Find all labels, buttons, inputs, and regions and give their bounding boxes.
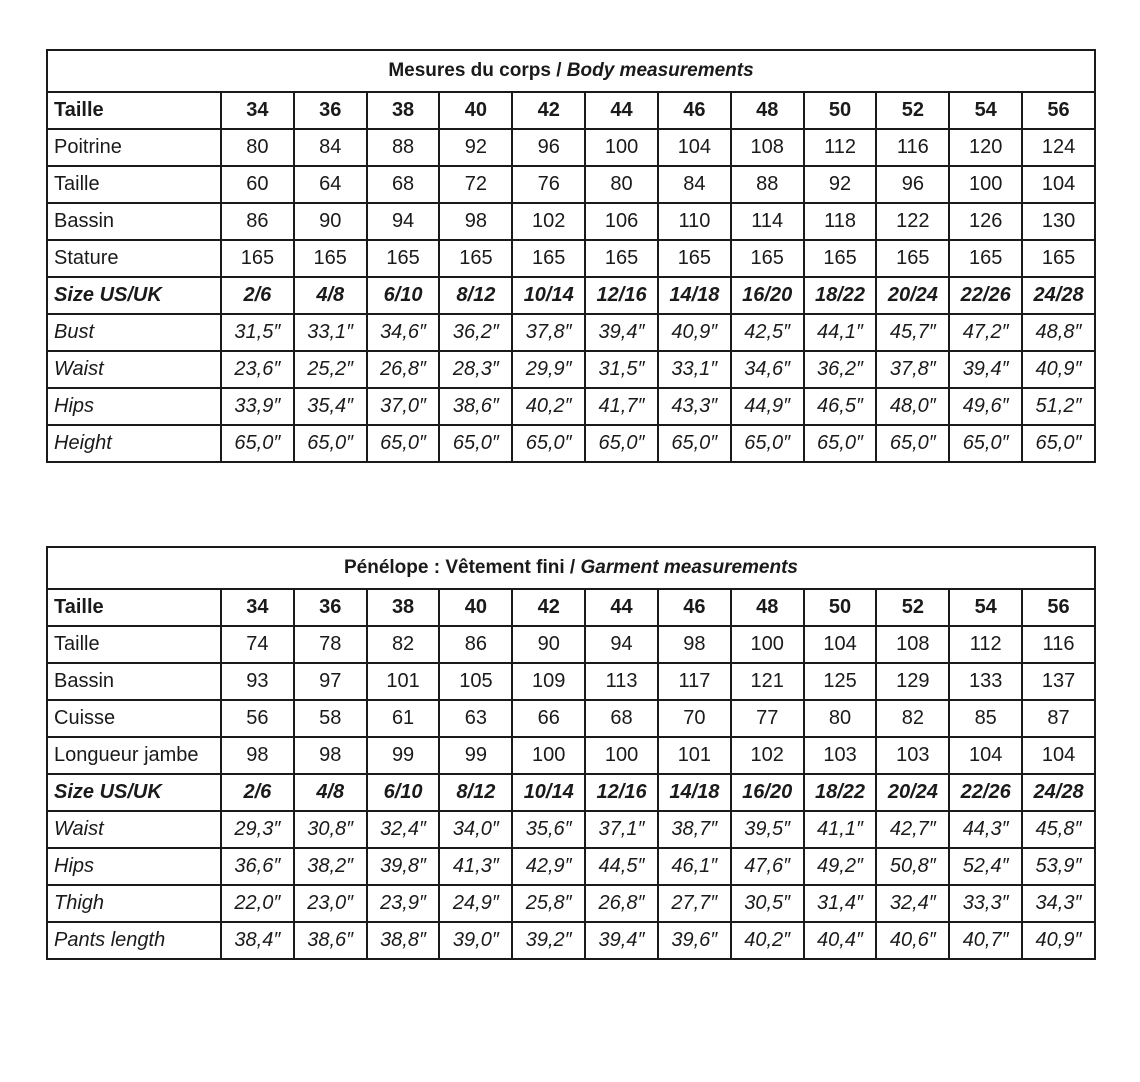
table-cell: 54 bbox=[949, 589, 1022, 626]
table-cell: 18/22 bbox=[804, 277, 877, 314]
table-cell: 32,4″ bbox=[367, 811, 440, 848]
table-cell: 30,5″ bbox=[731, 885, 804, 922]
table-cell: 26,8″ bbox=[367, 351, 440, 388]
table-cell: 45,8″ bbox=[1022, 811, 1095, 848]
table-cell: 32,4″ bbox=[876, 885, 949, 922]
table-cell: 165 bbox=[367, 240, 440, 277]
table-cell: 165 bbox=[949, 240, 1022, 277]
table-cell: 14/18 bbox=[658, 277, 731, 314]
table-cell: 103 bbox=[804, 737, 877, 774]
table-cell: 98 bbox=[439, 203, 512, 240]
table-cell: 165 bbox=[804, 240, 877, 277]
table-cell: 38,4″ bbox=[221, 922, 294, 959]
table-row bbox=[47, 240, 1095, 277]
table-cell: 20/24 bbox=[876, 277, 949, 314]
table-row bbox=[47, 626, 1095, 663]
table-cell: 165 bbox=[658, 240, 731, 277]
table-cell: 10/14 bbox=[512, 277, 585, 314]
table-cell: 42,7″ bbox=[876, 811, 949, 848]
table-cell: 68 bbox=[585, 700, 658, 737]
table-cell: 125 bbox=[804, 663, 877, 700]
table-cell: 60 bbox=[221, 166, 294, 203]
table-row bbox=[47, 351, 1095, 388]
table-cell: 99 bbox=[367, 737, 440, 774]
table-cell: 46 bbox=[658, 92, 731, 129]
table-cell: 37,8″ bbox=[512, 314, 585, 351]
title-fr: Pénélope : Vêtement fini / bbox=[343, 557, 581, 578]
table-cell: 39,8″ bbox=[367, 848, 440, 885]
row-label: Pants length bbox=[47, 922, 221, 959]
table-row bbox=[47, 663, 1095, 700]
table-cell: 100 bbox=[949, 166, 1022, 203]
row-label: Bust bbox=[47, 314, 221, 351]
table-cell: 85 bbox=[949, 700, 1022, 737]
table-cell: 48,0″ bbox=[876, 388, 949, 425]
table-cell: 102 bbox=[731, 737, 804, 774]
table-cell: 65,0″ bbox=[367, 425, 440, 462]
table-cell: 52 bbox=[876, 92, 949, 129]
table-cell: 38,6″ bbox=[294, 922, 367, 959]
table-row bbox=[47, 589, 1095, 626]
table-cell: 104 bbox=[804, 626, 877, 663]
table-cell: 65,0″ bbox=[585, 425, 658, 462]
garment-measurements-table bbox=[46, 546, 1096, 960]
table-row bbox=[47, 425, 1095, 462]
title-en: Body measurements bbox=[566, 60, 754, 81]
table-cell: 137 bbox=[1022, 663, 1095, 700]
table-cell: 34 bbox=[221, 589, 294, 626]
table-cell: 44 bbox=[585, 589, 658, 626]
table-cell: 133 bbox=[949, 663, 1022, 700]
row-label: Bassin bbox=[47, 663, 221, 700]
table-cell: 43,3″ bbox=[658, 388, 731, 425]
table-cell: 90 bbox=[512, 626, 585, 663]
table-cell: 10/14 bbox=[512, 774, 585, 811]
table-cell: 30,8″ bbox=[294, 811, 367, 848]
table-title-row bbox=[47, 50, 1095, 92]
table-cell: 34,6″ bbox=[367, 314, 440, 351]
table-cell: 124 bbox=[1022, 129, 1095, 166]
table-cell: 120 bbox=[949, 129, 1022, 166]
table-cell: 102 bbox=[512, 203, 585, 240]
table-cell: 122 bbox=[876, 203, 949, 240]
table-cell: 36 bbox=[294, 589, 367, 626]
table-cell: 104 bbox=[1022, 166, 1095, 203]
table-cell: 38 bbox=[367, 589, 440, 626]
table-cell: 80 bbox=[804, 700, 877, 737]
row-label: Taille bbox=[47, 92, 221, 129]
table-row bbox=[47, 848, 1095, 885]
table-cell: 38,7″ bbox=[658, 811, 731, 848]
table-cell: 29,3″ bbox=[221, 811, 294, 848]
table-row bbox=[47, 166, 1095, 203]
table-cell: 37,0″ bbox=[367, 388, 440, 425]
table-cell: 65,0″ bbox=[512, 425, 585, 462]
table-cell: 82 bbox=[876, 700, 949, 737]
table-cell: 22,0″ bbox=[221, 885, 294, 922]
table-cell: 23,0″ bbox=[294, 885, 367, 922]
table-cell: 56 bbox=[221, 700, 294, 737]
table-cell: 26,8″ bbox=[585, 885, 658, 922]
table-cell: 33,9″ bbox=[221, 388, 294, 425]
table-cell: 80 bbox=[585, 166, 658, 203]
table-cell: 104 bbox=[949, 737, 1022, 774]
table-row bbox=[47, 92, 1095, 129]
table-cell: 40,4″ bbox=[804, 922, 877, 959]
table-cell: 99 bbox=[439, 737, 512, 774]
table-cell: 52,4″ bbox=[949, 848, 1022, 885]
table-cell: 33,3″ bbox=[949, 885, 1022, 922]
table-cell: 45,7″ bbox=[876, 314, 949, 351]
table-row bbox=[47, 203, 1095, 240]
table-cell: 31,5″ bbox=[585, 351, 658, 388]
table-cell: 51,2″ bbox=[1022, 388, 1095, 425]
table-cell: 44,5″ bbox=[585, 848, 658, 885]
table-cell: 104 bbox=[1022, 737, 1095, 774]
table-cell: 68 bbox=[367, 166, 440, 203]
table-cell: 23,6″ bbox=[221, 351, 294, 388]
table-cell: 82 bbox=[367, 626, 440, 663]
table-cell: 40,7″ bbox=[949, 922, 1022, 959]
table-cell: 12/16 bbox=[585, 774, 658, 811]
table-cell: 37,1″ bbox=[585, 811, 658, 848]
table-cell: 25,2″ bbox=[294, 351, 367, 388]
table-cell: 118 bbox=[804, 203, 877, 240]
table-cell: 8/12 bbox=[439, 277, 512, 314]
table-cell: 165 bbox=[294, 240, 367, 277]
table-cell: 86 bbox=[439, 626, 512, 663]
table-cell: 38 bbox=[367, 92, 440, 129]
table-cell: 110 bbox=[658, 203, 731, 240]
table-cell: 90 bbox=[294, 203, 367, 240]
table-cell: 114 bbox=[731, 203, 804, 240]
table-cell: 113 bbox=[585, 663, 658, 700]
title-en: Garment measurements bbox=[580, 557, 799, 578]
table-cell: 108 bbox=[731, 129, 804, 166]
table-cell: 34,3″ bbox=[1022, 885, 1095, 922]
table-cell: 80 bbox=[221, 129, 294, 166]
table-cell: 63 bbox=[439, 700, 512, 737]
table-cell: 97 bbox=[294, 663, 367, 700]
table-cell: 25,8″ bbox=[512, 885, 585, 922]
table-cell: 40,9″ bbox=[658, 314, 731, 351]
table-cell: 48,8″ bbox=[1022, 314, 1095, 351]
table-cell: 44,3″ bbox=[949, 811, 1022, 848]
row-label: Waist bbox=[47, 351, 221, 388]
table-row bbox=[47, 885, 1095, 922]
table-cell: 116 bbox=[876, 129, 949, 166]
table-cell: 33,1″ bbox=[658, 351, 731, 388]
table-cell: 36,2″ bbox=[804, 351, 877, 388]
table-cell: 65,0″ bbox=[731, 425, 804, 462]
table-cell: 40,9″ bbox=[1022, 922, 1095, 959]
table-cell: 2/6 bbox=[221, 277, 294, 314]
table-cell: 94 bbox=[585, 626, 658, 663]
table-cell: 165 bbox=[876, 240, 949, 277]
table-cell: 40,9″ bbox=[1022, 351, 1095, 388]
table-cell: 98 bbox=[658, 626, 731, 663]
table-cell: 8/12 bbox=[439, 774, 512, 811]
table-cell: 100 bbox=[585, 737, 658, 774]
table-cell: 52 bbox=[876, 589, 949, 626]
table-cell: 106 bbox=[585, 203, 658, 240]
table-cell: 64 bbox=[294, 166, 367, 203]
table-cell: 112 bbox=[949, 626, 1022, 663]
table-cell: 165 bbox=[1022, 240, 1095, 277]
table-cell: 61 bbox=[367, 700, 440, 737]
table-cell: 65,0″ bbox=[1022, 425, 1095, 462]
table-cell: 36 bbox=[294, 92, 367, 129]
table-cell: 39,6″ bbox=[658, 922, 731, 959]
table-row bbox=[47, 129, 1095, 166]
table-cell: 20/24 bbox=[876, 774, 949, 811]
row-label: Taille bbox=[47, 626, 221, 663]
table-row bbox=[47, 922, 1095, 959]
table-cell: 50 bbox=[804, 589, 877, 626]
row-label: Stature bbox=[47, 240, 221, 277]
table-cell: 96 bbox=[512, 129, 585, 166]
table-cell: 44 bbox=[585, 92, 658, 129]
table-cell: 42,5″ bbox=[731, 314, 804, 351]
table-cell: 88 bbox=[367, 129, 440, 166]
table-cell: 24/28 bbox=[1022, 277, 1095, 314]
table-cell: 40 bbox=[439, 589, 512, 626]
table-cell: 56 bbox=[1022, 589, 1095, 626]
table-cell: 29,9″ bbox=[512, 351, 585, 388]
table-cell: 88 bbox=[731, 166, 804, 203]
table-cell: 92 bbox=[804, 166, 877, 203]
table-cell: 86 bbox=[221, 203, 294, 240]
table-cell: 28,3″ bbox=[439, 351, 512, 388]
table-cell: 12/16 bbox=[585, 277, 658, 314]
table-row bbox=[47, 774, 1095, 811]
table-row bbox=[47, 314, 1095, 351]
table-cell: 74 bbox=[221, 626, 294, 663]
table-cell: 130 bbox=[1022, 203, 1095, 240]
table-cell: 165 bbox=[439, 240, 512, 277]
row-label: Longueur jambe bbox=[47, 737, 221, 774]
table-cell: 35,6″ bbox=[512, 811, 585, 848]
table-cell: 31,5″ bbox=[221, 314, 294, 351]
table-cell: 46 bbox=[658, 589, 731, 626]
table-cell: 129 bbox=[876, 663, 949, 700]
row-label: Cuisse bbox=[47, 700, 221, 737]
table-cell: 34,6″ bbox=[731, 351, 804, 388]
table-cell: 39,4″ bbox=[585, 314, 658, 351]
table-cell: 103 bbox=[876, 737, 949, 774]
table-cell: 165 bbox=[221, 240, 294, 277]
table-cell: 42 bbox=[512, 92, 585, 129]
table-cell: 27,7″ bbox=[658, 885, 731, 922]
table-row bbox=[47, 700, 1095, 737]
body-measurements-table bbox=[46, 49, 1096, 463]
row-label: Height bbox=[47, 425, 221, 462]
table-cell: 65,0″ bbox=[221, 425, 294, 462]
table-cell: 47,6″ bbox=[731, 848, 804, 885]
table-cell: 65,0″ bbox=[294, 425, 367, 462]
row-label: Taille bbox=[47, 589, 221, 626]
table-cell: 36,2″ bbox=[439, 314, 512, 351]
table-cell: 121 bbox=[731, 663, 804, 700]
table-cell: 58 bbox=[294, 700, 367, 737]
table-cell: 70 bbox=[658, 700, 731, 737]
table-cell: 65,0″ bbox=[804, 425, 877, 462]
table-cell: 41,3″ bbox=[439, 848, 512, 885]
table-row bbox=[47, 811, 1095, 848]
table-cell: 6/10 bbox=[367, 774, 440, 811]
table-cell: 96 bbox=[876, 166, 949, 203]
table-cell: 40,6″ bbox=[876, 922, 949, 959]
row-label: Size US/UK bbox=[47, 774, 221, 811]
table-cell: 116 bbox=[1022, 626, 1095, 663]
table-cell: 31,4″ bbox=[804, 885, 877, 922]
row-label: Size US/UK bbox=[47, 277, 221, 314]
table-cell: 47,2″ bbox=[949, 314, 1022, 351]
table-cell: 72 bbox=[439, 166, 512, 203]
table-cell: 49,2″ bbox=[804, 848, 877, 885]
table-cell: 101 bbox=[658, 737, 731, 774]
table-cell: 39,2″ bbox=[512, 922, 585, 959]
table-cell: 16/20 bbox=[731, 774, 804, 811]
table-cell: 22/26 bbox=[949, 277, 1022, 314]
table-title-row bbox=[47, 547, 1095, 589]
table-cell: 44,1″ bbox=[804, 314, 877, 351]
table-cell: 48 bbox=[731, 92, 804, 129]
table-cell: 46,5″ bbox=[804, 388, 877, 425]
row-label: Taille bbox=[47, 166, 221, 203]
table-cell: 39,0″ bbox=[439, 922, 512, 959]
table-cell: 105 bbox=[439, 663, 512, 700]
table-cell: 24/28 bbox=[1022, 774, 1095, 811]
table-cell: 101 bbox=[367, 663, 440, 700]
table-title bbox=[47, 50, 1095, 92]
table-cell: 98 bbox=[221, 737, 294, 774]
table-cell: 38,2″ bbox=[294, 848, 367, 885]
row-label: Hips bbox=[47, 388, 221, 425]
table-cell: 66 bbox=[512, 700, 585, 737]
title-fr: Mesures du corps / bbox=[388, 60, 567, 81]
table-cell: 104 bbox=[658, 129, 731, 166]
table-cell: 14/18 bbox=[658, 774, 731, 811]
table-cell: 50 bbox=[804, 92, 877, 129]
table-cell: 34,0″ bbox=[439, 811, 512, 848]
table-cell: 41,1″ bbox=[804, 811, 877, 848]
table-cell: 108 bbox=[876, 626, 949, 663]
table-cell: 76 bbox=[512, 166, 585, 203]
table-row bbox=[47, 388, 1095, 425]
table-cell: 2/6 bbox=[221, 774, 294, 811]
table-cell: 39,4″ bbox=[949, 351, 1022, 388]
table-cell: 42 bbox=[512, 589, 585, 626]
table-cell: 34 bbox=[221, 92, 294, 129]
row-label: Thigh bbox=[47, 885, 221, 922]
table-cell: 100 bbox=[731, 626, 804, 663]
table-cell: 40,2″ bbox=[512, 388, 585, 425]
table-cell: 39,5″ bbox=[731, 811, 804, 848]
table-cell: 65,0″ bbox=[949, 425, 1022, 462]
table-cell: 40 bbox=[439, 92, 512, 129]
table-cell: 84 bbox=[294, 129, 367, 166]
table-title bbox=[47, 547, 1095, 589]
row-label: Bassin bbox=[47, 203, 221, 240]
table-cell: 50,8″ bbox=[876, 848, 949, 885]
table-cell: 117 bbox=[658, 663, 731, 700]
table-cell: 54 bbox=[949, 92, 1022, 129]
table-cell: 24,9″ bbox=[439, 885, 512, 922]
table-cell: 22/26 bbox=[949, 774, 1022, 811]
table-cell: 42,9″ bbox=[512, 848, 585, 885]
table-cell: 6/10 bbox=[367, 277, 440, 314]
table-cell: 84 bbox=[658, 166, 731, 203]
table-cell: 87 bbox=[1022, 700, 1095, 737]
row-label: Hips bbox=[47, 848, 221, 885]
table-cell: 49,6″ bbox=[949, 388, 1022, 425]
table-cell: 93 bbox=[221, 663, 294, 700]
table-cell: 77 bbox=[731, 700, 804, 737]
table-cell: 44,9″ bbox=[731, 388, 804, 425]
table-cell: 4/8 bbox=[294, 277, 367, 314]
table-cell: 41,7″ bbox=[585, 388, 658, 425]
table-cell: 37,8″ bbox=[876, 351, 949, 388]
table-cell: 165 bbox=[585, 240, 658, 277]
table-cell: 65,0″ bbox=[439, 425, 512, 462]
table-cell: 56 bbox=[1022, 92, 1095, 129]
table-cell: 165 bbox=[512, 240, 585, 277]
table-cell: 33,1″ bbox=[294, 314, 367, 351]
table-cell: 39,4″ bbox=[585, 922, 658, 959]
table-cell: 98 bbox=[294, 737, 367, 774]
table-cell: 112 bbox=[804, 129, 877, 166]
table-cell: 35,4″ bbox=[294, 388, 367, 425]
table-cell: 4/8 bbox=[294, 774, 367, 811]
table-row bbox=[47, 277, 1095, 314]
table-cell: 36,6″ bbox=[221, 848, 294, 885]
table-cell: 94 bbox=[367, 203, 440, 240]
table-cell: 48 bbox=[731, 589, 804, 626]
table-cell: 53,9″ bbox=[1022, 848, 1095, 885]
table-cell: 78 bbox=[294, 626, 367, 663]
row-label: Waist bbox=[47, 811, 221, 848]
row-label: Poitrine bbox=[47, 129, 221, 166]
table-cell: 109 bbox=[512, 663, 585, 700]
table-cell: 92 bbox=[439, 129, 512, 166]
table-cell: 65,0″ bbox=[658, 425, 731, 462]
table-cell: 16/20 bbox=[731, 277, 804, 314]
table-cell: 46,1″ bbox=[658, 848, 731, 885]
table-cell: 165 bbox=[731, 240, 804, 277]
table-cell: 40,2″ bbox=[731, 922, 804, 959]
table-row bbox=[47, 737, 1095, 774]
table-cell: 38,8″ bbox=[367, 922, 440, 959]
table-cell: 23,9″ bbox=[367, 885, 440, 922]
table-cell: 100 bbox=[585, 129, 658, 166]
table-cell: 18/22 bbox=[804, 774, 877, 811]
table-cell: 65,0″ bbox=[876, 425, 949, 462]
table-cell: 126 bbox=[949, 203, 1022, 240]
table-cell: 38,6″ bbox=[439, 388, 512, 425]
table-cell: 100 bbox=[512, 737, 585, 774]
